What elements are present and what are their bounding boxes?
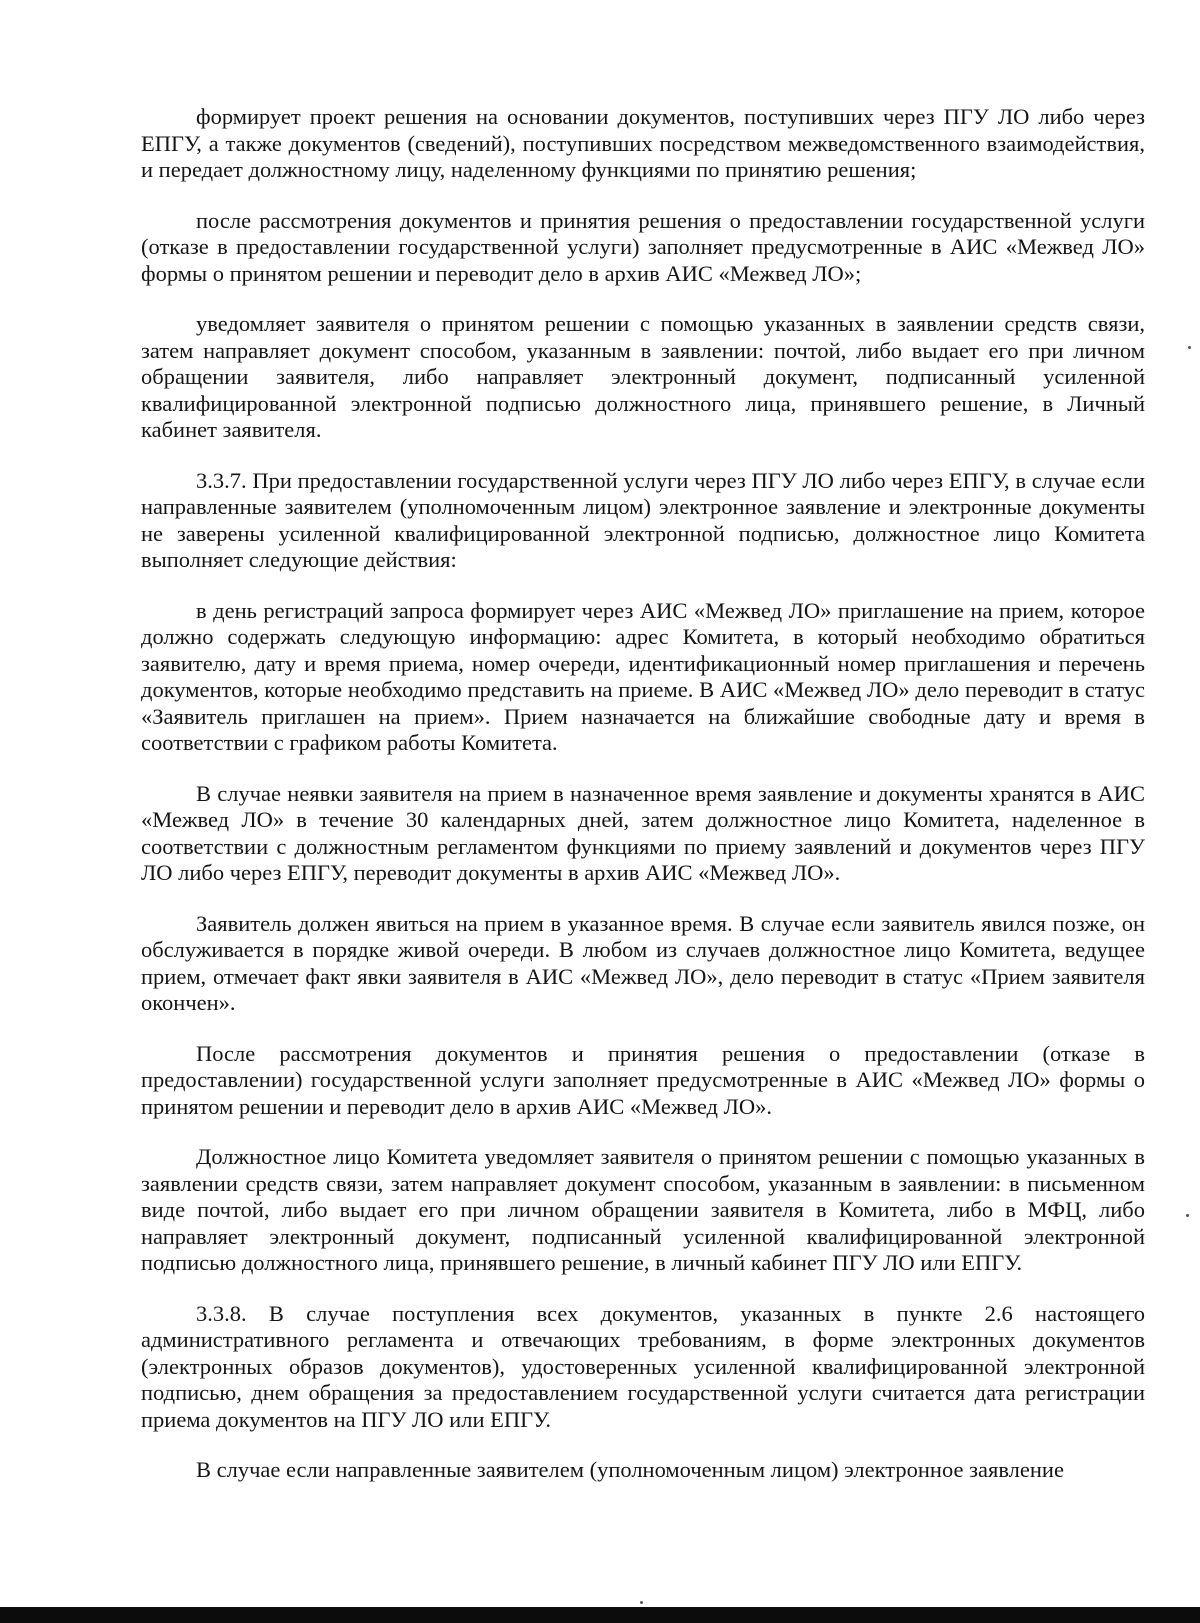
- document-body: [141, 104, 1145, 1484]
- scan-speck: [1188, 346, 1191, 349]
- paragraph-applicant-arrival: Заявитель должен явиться на прием в указанное время. В случае если заявитель явился позже, он обслуживается в порядке живой очереди. В любом из случаев должностное лицо Комитета, ведущее прием, отмечает факт явки заявителя в АИС «Межвед ЛО», дело переводит в статус «Прием заявителя окончен».: [141, 910, 1145, 1015]
- paragraph-3-3-7: 3.3.7. При предоставлении государственной услуги через ПГУ ЛО либо через ЕПГУ, в случае если направленные заявителем (уполномоченным лицом) электронное заявление и электронные документы не заверены усиленной квалифицированной электронной подписью, должностное лицо Комитета выполняет следующие действия:: [141, 467, 1145, 572]
- paragraph-after-decision: После рассмотрения документов и принятия решения о предоставлении (отказе в предоставлении) государственной услуги заполняет предусмотренные в АИС «Межвед ЛО» формы о принятом решении и переводит дело в архив АИС «Межвед ЛО».: [141, 1040, 1145, 1119]
- paragraph-draft-decision: формирует проект решения на основании документов, поступивших через ПГУ ЛО либо через ЕПГУ, а также документов (сведений), поступивших посредством межведомственного взаимодействия, и передает должностному лицу, наделенному функциями по принятию решения;: [141, 104, 1145, 182]
- paragraph-3-3-8: 3.3.8. В случае поступления всех документов, указанных в пункте 2.6 настоящего административного регламента и отвечающих требованиям, в форме электронных документов (электронных образов документов), удостоверенных усиленной квалифицированной электронной подписью, днем обращения за предоставлением государственной услуги считается дата регистрации приема документов на ПГУ ЛО или ЕПГУ.: [141, 1300, 1145, 1432]
- scan-speck: [640, 1601, 643, 1604]
- scan-speck: [1186, 1214, 1189, 1217]
- scan-bottom-edge: [0, 1607, 1200, 1623]
- paragraph-registration-day: в день регистраций запроса формирует через АИС «Межвед ЛО» приглашение на прием, которое должно содержать следующую информацию: адрес Комитета, в который необходимо обратиться заявителю, дату и время приема, номер очереди, идентификационный номер приглашения и перечень документов, которые необходимо представить на приеме. В АИС «Межвед ЛО» дело переводит в статус «Заявитель приглашен на прием». Прием назначается на ближайшие свободные дату и время в соответствии с графиком работы Комитета.: [141, 597, 1145, 755]
- paragraph-no-show: В случае неявки заявителя на прием в назначенное время заявление и документы хранятся в АИС «Межвед ЛО» в течение 30 календарных дней, затем должностное лицо Комитета, наделенное в соответствии с должностным регламентом функциями по приему заявлений и документов через ПГУ ЛО либо через ЕПГУ, переводит документы в архив АИС «Межвед ЛО».: [141, 780, 1145, 885]
- paragraph-if-sent: В случае если направленные заявителем (уполномоченным лицом) электронное заявление: [196, 1457, 1064, 1482]
- paragraph-notify-applicant: уведомляет заявителя о принятом решении с помощью указанных в заявлении средств связи, затем направляет документ способом, указанным в заявлении: почтой, либо выдает его при личном обращении заявителя, либо направляет электронный документ, подписанный усиленной квалифицированной электронной подписью должностного лица, принявшего решение, в Личный кабинет заявителя.: [141, 311, 1145, 442]
- paragraph-after-review: после рассмотрения документов и принятия решения о предоставлении государственной услуги (отказе в предоставлении государственной услуги) заполняет предусмотренные в АИС «Межвед ЛО» формы о принятом решении и переводит дело в архив АИС «Межвед ЛО»;: [141, 207, 1145, 286]
- paragraph-committee-notifies: Должностное лицо Комитета уведомляет заявителя о принятом решении с помощью указанных в заявлении средств связи, затем направляет документ способом, указанным в заявлении: в письменном виде почтой, либо выдает его при личном обращении заявителя в Комитета, либо в МФЦ, либо направляет электронный документ, подписанный усиленной квалифицированной электронной подписью должностного лица, принявшего решение, в личный кабинет ПГУ ЛО или ЕПГУ.: [141, 1144, 1145, 1275]
